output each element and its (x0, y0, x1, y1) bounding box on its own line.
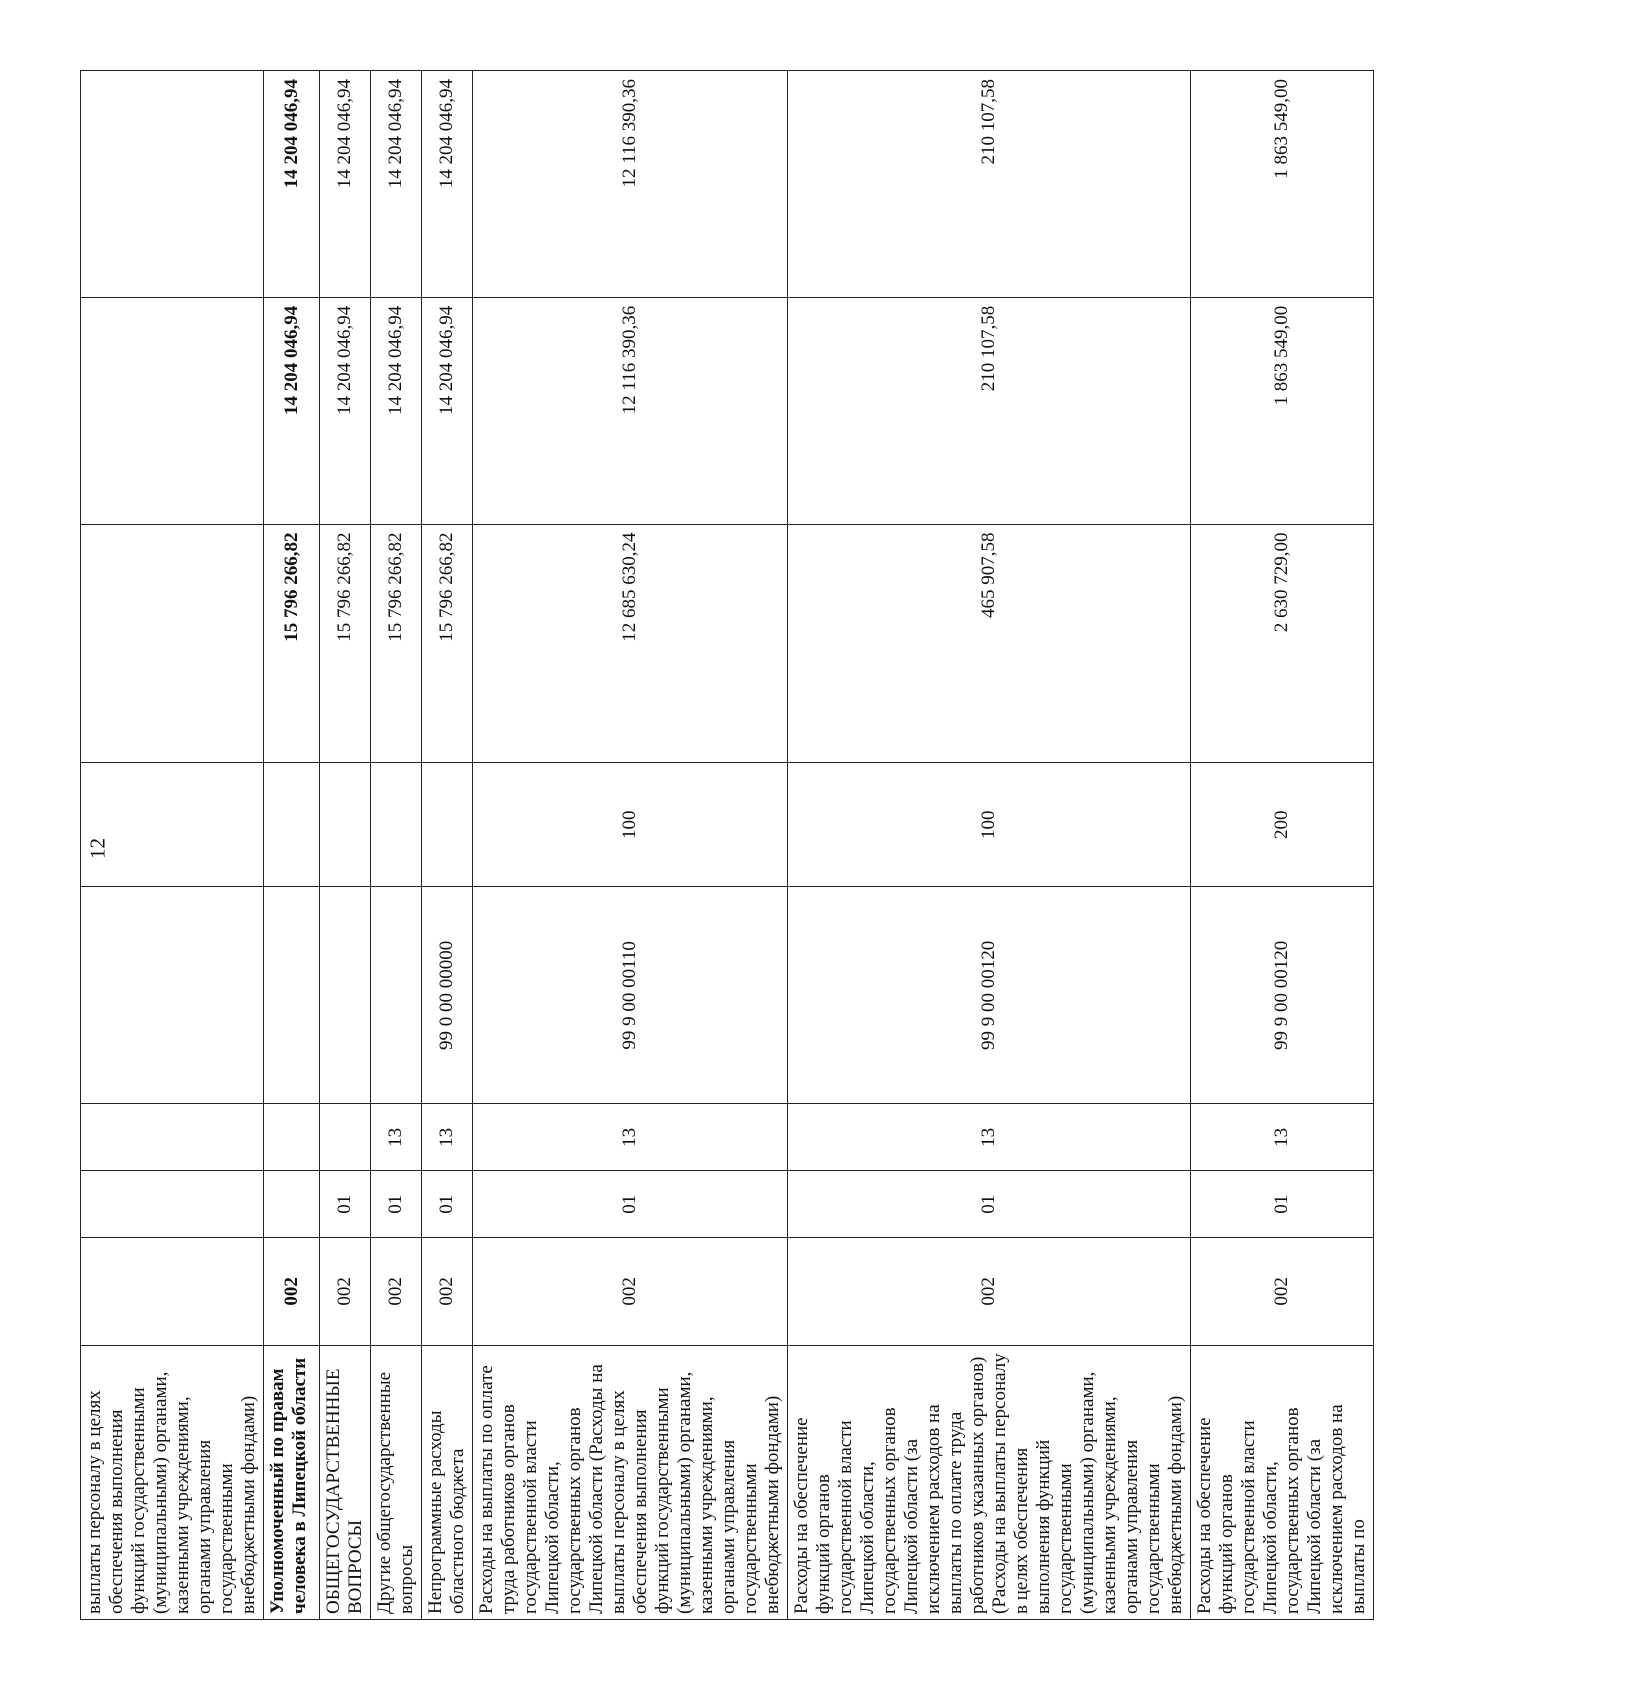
cell-section (81, 1171, 264, 1238)
cell-name: Уполномоченный по правам человека в Липецкой области (264, 1345, 320, 1619)
cell-amount-1: 2 630 729,00 (1191, 524, 1374, 763)
cell-amount-1: 465 907,58 (788, 524, 1191, 763)
cell-ministry: 002 (788, 1238, 1191, 1345)
cell-amount-1: 15 796 266,82 (422, 524, 473, 763)
cell-expense-type: 100 (788, 763, 1191, 887)
table-row (422, 71, 473, 1620)
budget-table-body (81, 71, 1374, 1620)
cell-expense-type (320, 763, 371, 887)
cell-amount-3: 12 116 390,36 (473, 71, 788, 298)
cell-amount-2: 14 204 046,94 (422, 297, 473, 524)
cell-ministry: 002 (320, 1238, 371, 1345)
cell-name: выплаты персоналу в целях обеспечения выполнения функций государственными (муниципальными) органами, казенными учреждениями, органами управления государственными внебюджетными фондами) (81, 1345, 264, 1619)
cell-amount-3: 14 204 046,94 (422, 71, 473, 298)
cell-ministry: 002 (1191, 1238, 1374, 1345)
cell-name: Непрограммные расходы областного бюджета (422, 1345, 473, 1619)
cell-subsection (264, 1104, 320, 1171)
table-row (264, 71, 320, 1620)
cell-section: 01 (371, 1171, 422, 1238)
cell-section (264, 1171, 320, 1238)
cell-name: ОБЩЕГОСУДАРСТВЕННЫЕ ВОПРОСЫ (320, 1345, 371, 1619)
cell-expense-type (81, 763, 264, 887)
cell-ministry: 002 (371, 1238, 422, 1345)
budget-table-sheet (80, 70, 1369, 1620)
cell-section: 01 (422, 1171, 473, 1238)
cell-amount-3: 14 204 046,94 (264, 71, 320, 298)
cell-section: 01 (788, 1171, 1191, 1238)
cell-target-article: 99 9 00 00110 (473, 887, 788, 1104)
cell-subsection: 13 (371, 1104, 422, 1171)
cell-section: 01 (473, 1171, 788, 1238)
cell-expense-type (371, 763, 422, 887)
cell-amount-2: 14 204 046,94 (264, 297, 320, 524)
cell-amount-3: 1 863 549,00 (1191, 71, 1374, 298)
cell-amount-1: 15 796 266,82 (320, 524, 371, 763)
rotated-page (80, 70, 1630, 1614)
table-row (371, 71, 422, 1620)
cell-amount-2 (81, 297, 264, 524)
table-row (320, 71, 371, 1620)
cell-amount-3 (81, 71, 264, 298)
budget-table (80, 70, 1374, 1620)
table-row (1191, 71, 1374, 1620)
cell-name: Расходы на обеспечение функций органов государственной власти Липецкой области, государственных органов Липецкой области (за исключением расходов на выплаты по (1191, 1345, 1374, 1619)
cell-amount-3: 210 107,58 (788, 71, 1191, 298)
cell-amount-1: 15 796 266,82 (264, 524, 320, 763)
table-row (788, 71, 1191, 1620)
cell-amount-2: 14 204 046,94 (320, 297, 371, 524)
cell-target-article (320, 887, 371, 1104)
cell-expense-type (422, 763, 473, 887)
cell-subsection: 13 (788, 1104, 1191, 1171)
cell-subsection (320, 1104, 371, 1171)
cell-amount-2: 1 863 549,00 (1191, 297, 1374, 524)
cell-subsection: 13 (422, 1104, 473, 1171)
cell-ministry: 002 (264, 1238, 320, 1345)
cell-ministry: 002 (473, 1238, 788, 1345)
cell-amount-3: 14 204 046,94 (320, 71, 371, 298)
cell-ministry: 002 (422, 1238, 473, 1345)
cell-subsection (81, 1104, 264, 1171)
cell-ministry (81, 1238, 264, 1345)
cell-name: Расходы на обеспечение функций органов государственной власти Липецкой области, государственных органов Липецкой области (за исключением расходов на выплаты по оплате труда работников указанных органов) (Расходы на выплаты персоналу в целях обеспечения выполнения функций государственными (муниципальными) органами, казенными учреждениями, органами управления государственными внебюджетными фондами) (788, 1345, 1191, 1619)
cell-expense-type (264, 763, 320, 887)
cell-target-article (264, 887, 320, 1104)
cell-amount-3: 14 204 046,94 (371, 71, 422, 298)
cell-target-article: 99 0 00 00000 (422, 887, 473, 1104)
cell-name: Расходы на выплаты по оплате труда работников органов государственной власти Липецкой области, государственных органов Липецкой области (Расходы на выплаты персоналу в целях обеспечения выполнения функций государственными (муниципальными) органами, казенными учреждениями, органами управления государственными внебюджетными фондами) (473, 1345, 788, 1619)
cell-expense-type: 100 (473, 763, 788, 887)
cell-amount-1: 15 796 266,82 (371, 524, 422, 763)
cell-target-article: 99 9 00 00120 (1191, 887, 1374, 1104)
cell-subsection: 13 (473, 1104, 788, 1171)
table-row (473, 71, 788, 1620)
cell-subsection: 13 (1191, 1104, 1374, 1171)
cell-amount-2: 12 116 390,36 (473, 297, 788, 524)
cell-target-article (371, 887, 422, 1104)
cell-amount-1 (81, 524, 264, 763)
cell-amount-2: 210 107,58 (788, 297, 1191, 524)
cell-target-article (81, 887, 264, 1104)
cell-target-article: 99 9 00 00120 (788, 887, 1191, 1104)
cell-name: Другие общегосударственные вопросы (371, 1345, 422, 1619)
cell-expense-type: 200 (1191, 763, 1374, 887)
cell-section: 01 (1191, 1171, 1374, 1238)
page-number: 12 (85, 838, 110, 859)
table-row (81, 71, 264, 1620)
cell-amount-2: 14 204 046,94 (371, 297, 422, 524)
cell-section: 01 (320, 1171, 371, 1238)
cell-amount-1: 12 685 630,24 (473, 524, 788, 763)
